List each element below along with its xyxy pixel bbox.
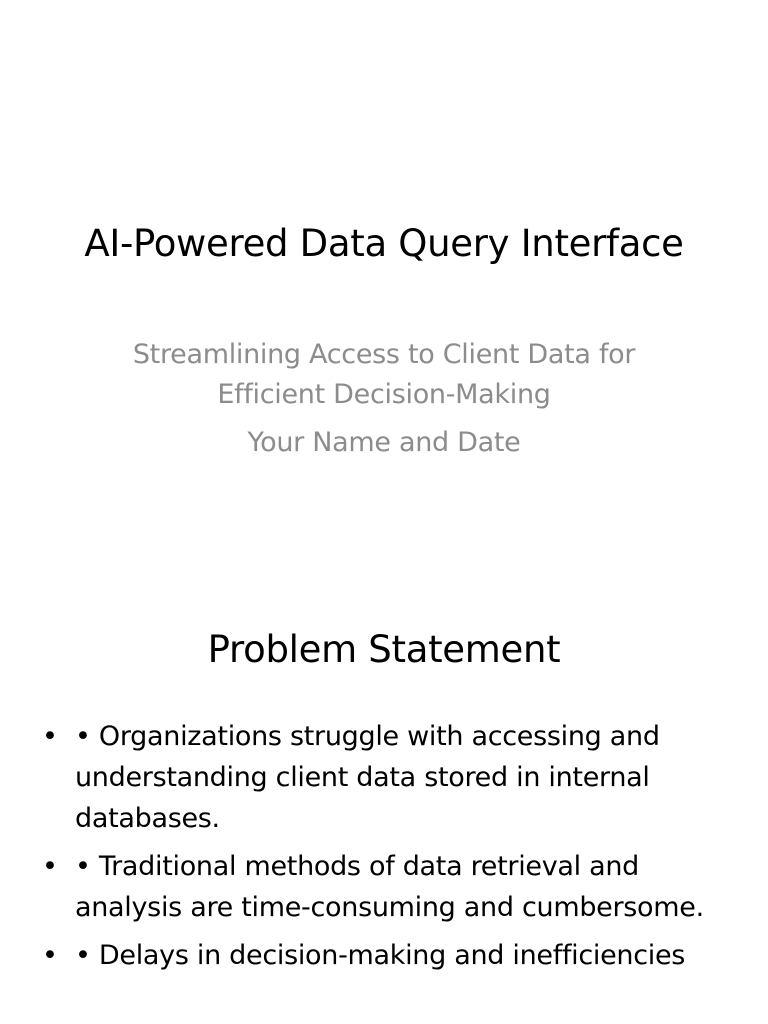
presentation-title: AI-Powered Data Query Interface [84, 222, 684, 265]
subtitle-block [0, 335, 768, 463]
list-item [0, 935, 768, 976]
bullet-marker: • [42, 940, 58, 971]
subtitle-line-2: Efficient Decision-Making [217, 379, 551, 410]
bullet-text: • Delays in decision-making and inefficiencies [75, 940, 686, 971]
list-item [0, 846, 768, 928]
bullet-text: • Organizations struggle with accessing and understanding client data stored in internal databases. [75, 721, 660, 834]
bullet-marker: • [42, 851, 58, 882]
bullet-list [0, 716, 768, 983]
author-and-date: Your Name and Date [247, 427, 521, 458]
problem-statement-slide [0, 576, 768, 1024]
list-item [0, 716, 768, 839]
subtitle-line-1: Streamlining Access to Client Data for [132, 339, 636, 370]
bullet-marker: • [42, 721, 58, 752]
slide-heading: Problem Statement [207, 628, 561, 671]
bullet-text: • Traditional methods of data retrieval and analysis are time-consuming and cumbersome. [75, 851, 704, 923]
